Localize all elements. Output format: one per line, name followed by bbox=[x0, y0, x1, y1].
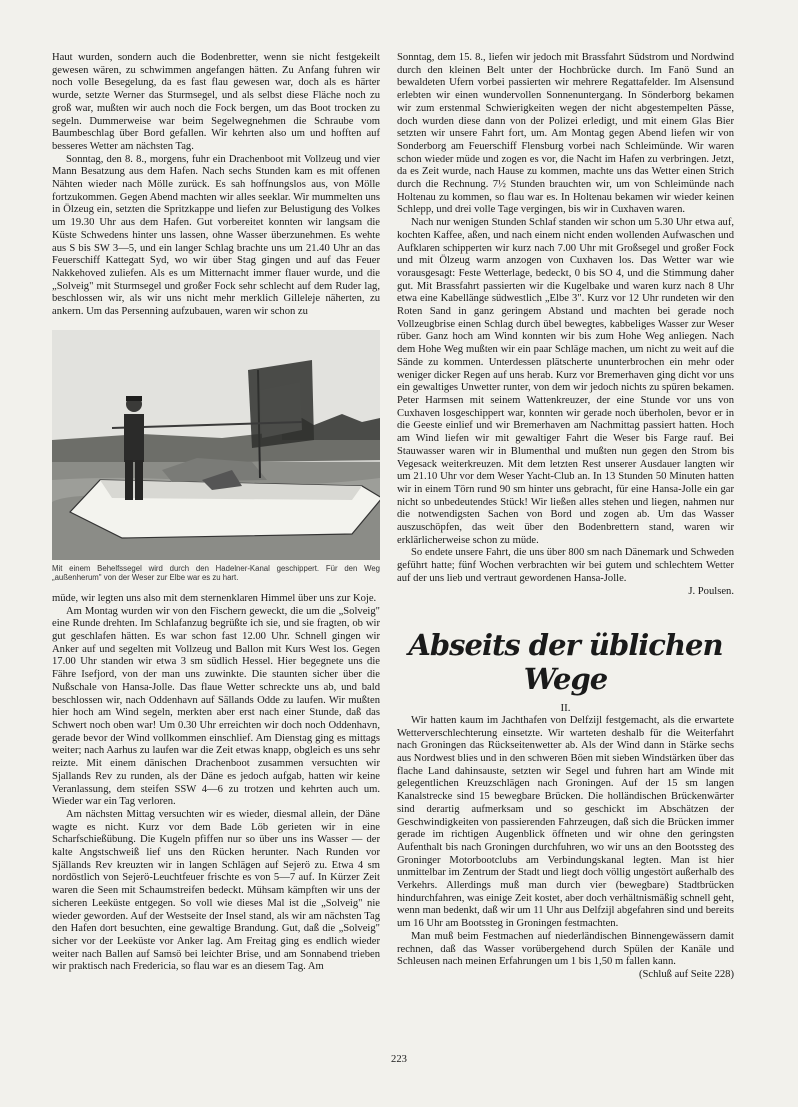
sailboat-photo bbox=[52, 330, 380, 560]
paragraph: Haut wurden, sondern auch die Bodenbretter, wenn sie nicht festgekeilt gewesen wären, zu schwimmen angefangen hätten. Zu Anfang fuhren wir noch volle Besegelung, da es fast flau gewesen war, doch als es härter wurde, setzte Werner das Sturmsegel, und als selbst diese Fläche noch zu groß war, mußten wir auch noch die Fock bergen, um das Boot trocken zu segeln. Dummerweise war beim Segelwegnehmen die Schraube vom Baumbeschlag über Bord gefallen. Wir kehrten also um und hofften auf besseres Wetter am nächsten Tag. bbox=[52, 52, 380, 152]
article-heading: Abseits der üblichen Wege bbox=[408, 628, 723, 697]
author-signature: J. Poulsen. bbox=[688, 585, 734, 597]
section-number: II. bbox=[560, 702, 571, 715]
paragraph: Sonntag, dem 15. 8., liefen wir jedoch mit Brassfahrt Südstrom und Nordwind durch den kleinen Belt unter der Hochbrücke durch. Im Fanö Sund an bewaldeten Ufern vorbei passierten wir mehrere Regattafelder. Im Alsensund erlebten wir einen wundervollen Sonnenuntergang. In Sönderborg bekamen wir zum erstenmal Schwierigkeiten wegen der nicht abgestempelten Pässe, doch wurden diese dann von der Polizei erledigt, und mit einem Glas Bier setzten wir unsere Fahrt fort, um. Am Montag gegen Abend liefen wir von Sonderborg am Feuerschiff Flensburg vorbei nach Schleimünde. Wir waren schon wieder müde und zogen es vor, die Nacht im Hafen zu verbringen. Jetzt, da es Zeit wurde, nach Hause zu kommen, machte uns das Wetter einen Strich durch die Rechnung. 7½ Stunden brauchten wir, um von Schleimünde nach Holtenau zu kommen, so flau war es. In Holtenau bekamen wir wieder keinen Schlepp, und drei volle Tage vergingen, bis wir in Cuxhaven waren. bbox=[397, 52, 734, 216]
paragraph: Wir hatten kaum im Jachthafen von Delfzijl festgemacht, als die erwartete Wetterverschlechterung einsetzte. Wir warteten deshalb für die Weiterfahrt nach Groningen das Rückseitenwetter ab. Als der Wind dann in Stärke sechs aus Nordwest blies und in den schweren Böen mit sieben Windstärken über das flache Land dahinsauste, setzten wir Segel und fuhren hart am Winde mit gelegentlichen Kreuzschlägen nach Groningen. Auf der 15 sm langen Kanalstrecke sind 15 bewegbare Brücken. Die holländischen Brückenwärter sind derartig aufmerksam und so geschickt im Abschätzen der Geschwindigkeiten von passierenden Fahrzeugen, daß sich die Brücken immer gerade im richtigen Augenblick öffneten und wir ohne den geringsten Aufenthalt bis nach Groningen durchfuhren, wo wir uns an den Bootssteg des Groninger Motorbootclubs am Verbindungskanal legten. Man ist hier unmittelbar im Zentrum der Stadt und liegt doch völlig ungestört außerhalb des Verkehrs. Allerdings muß man durch vier (bewegbare) Stadtbrücken hindurchfahren, was einige Zeit kostet, aber doch verhältnismäßig schnell geht, wenn man bedenkt, daß wir um 11 Uhr aus Delfzijl abgefahren sind und bereits um 16 Uhr am Bootssteg in Groningen festmachten. bbox=[397, 714, 734, 930]
paragraph: So endete unsere Fahrt, die uns über 800 sm nach Dänemark und Schweden geführt hatte; fünf Wochen verbrachten wir bei gutem und schlechtem Wetter auf der uns lieb und vertraut gewordenen Hansa-Jolle. bbox=[397, 547, 734, 584]
paragraph: Sonntag, den 8. 8., morgens, fuhr ein Drachenboot mit Vollzeug und vier Mann Besatzung aus dem Hafen. Nach sechs Stunden kam es mit offenen Nähten wieder nach Mölle zurück. Es sah hoffnungslos aus, von Mölle fortzukommen. Gegen Abend machten wir alles seeklar. Wir mummelten uns in Ölzeug ein, setzten die Spritzkappe und liefen zur Belustigung des Volkes um 19.30 Uhr aus dem Hafen. Gut vorbereitet konnten wir langsam die Küste Schwedens hinter uns lassen, ohne Wasser überzunehmen. Es wehte aus S bis SW 3—5, und ein langer Schlag brachte uns um 21.40 Uhr an das Feuerschiff Kattegatt Syd, wo wir über Stag gingen und auf das Feuer Nakkehoved zuliefen. Als es um Mitternacht immer flauer wurde, und die „Solveig" mit Sturmsegel und großer Fock sehr schlecht auf dem Ruder lag, beschlossen wir, als wir uns nicht mehr merklich Gilleleje näherten, zu ankern. Um das Persenning aufzubauen, waren wir schon zu bbox=[52, 153, 380, 318]
photo-caption: Mit einem Behelfssegel wird durch den Hadelner-Kanal geschippert. Für den Weg „außenherum" von der Weser zur Elbe war es zu hart. bbox=[52, 563, 380, 583]
sailboat-photo-drawing bbox=[52, 330, 380, 560]
paragraph: müde, wir legten uns also mit dem sternenklaren Himmel über uns zur Koje. bbox=[52, 592, 377, 604]
left-column bbox=[52, 52, 380, 974]
page-number: 223 bbox=[391, 1054, 407, 1065]
paragraph: Am nächsten Mittag versuchten wir es wieder, diesmal allein, der Däne wagte es nicht. Kurz vor dem Bade Löb gerieten wir in eine Scharfschießübung. Die Kugeln pfiffen nur so über uns ins Wasser — der kalte Angstschweiß lief uns den Rücken herunter. Nach Runden vor Själlands Rev kreuzten wir in langen Schlägen auf Sejerö zu. Etwa 4 sm nordöstlich von Sejerö-Leuchtfeuer frischte es von 5—7 auf. In Kürzer Zeit waren die Seen mit Schaumstreifen bedeckt. Mühsam kämpften wir uns der sicheren Leeküste entgegen. So voll wie dieses Mal ist die „Solveig" nie wieder geworden. Auf der Westseite der Insel stand, als wir am nächsten Tag den Hafen dort besuchten, eine gewaltige Brandung. Gut, daß die „Solveig" sicher vor der Leeküste vor Anker lag. Am Freitag ging es endlich wieder weiter nach Ballen auf Samsö bei leichter Brise, und am Sonnabend trieben wir praktisch nach Fredericia, so flau war es an diesem Tag. Am bbox=[52, 808, 380, 973]
signature-line bbox=[397, 586, 734, 599]
continued-note: (Schluß auf Seite 228) bbox=[638, 969, 734, 980]
paragraph: Am Montag wurden wir von den Fischern geweckt, die um die „Solveig" eine Runde drehten. Im Schlafanzug begrüßte ich sie, und sie fragten, ob wir gut geschlafen hätten. Es war schon fast 12.00 Uhr. Schnell gingen wir Anker auf und segelten mit Vollzeug und Ballon mit Kurs West los. Gegen 17.00 Uhr standen wir etwa 3 sm südlich Hessel. Hier begegnete uns die Fähre Isefjord, von der man uns zuwinkte. Die staunten sicher über die Nußschale von Hansa-Jolle. Das flaue Wetter schreckte uns ab, und bald beschlossen wir, nach Oddenhavn auf Sällands Odde zu laufen. Wir mußten hier hoch am Wind segeln, merkten aber erst nach einer Stunde, daß das Schwert noch oben war! Um 0.30 Uhr erreichten wir doch noch Oddenhavn, gerade bevor der Wind vollkommen einschlief. Am Dienstag ging es mittags weiter; nach Aarhus zu laufen war die Zeit etwas knapp, obgleich es uns sehr reizte. Mit einem dänischen Drachenboot zusammen versuchten wir Sjallands Rev zu runden, als der Däne es jedoch aufgab, hatten wir keine Veranlassung, dem steifen SSW 4—6 zu trotzen und kehrten auch um. Wieder war ein Tag verloren. bbox=[52, 605, 380, 808]
right-column bbox=[397, 52, 734, 982]
paragraph: Man muß beim Festmachen auf niederländischen Binnengewässern damit rechnen, daß das Wasser vorübergehend durch Spülen der Kanäle und Schleusen nach meinen Erfahrungen um 1 bis 1,50 m fallen kann. bbox=[397, 930, 734, 968]
paragraph: Nach nur wenigen Stunden Schlaf standen wir schon um 5.30 Uhr etwa auf, kochten Kaffee, aßen, und nach einem nicht enden wollenden Aufwaschen und Aufklaren schipperten wir kurz nach 7.00 Uhr mit Großsegel und großer Fock und mit Ölzeug warm anzogen von Cuxhaven los. Das Wetter war wie vorausgesagt: Feste Wetterlage, bedeckt, 0 bis SO 4, und die Stimmung daher gut. Mit Brassfahrt passierten wir die Kugelbake und waren kurz nach 8 Uhr etwa eine Kabellänge südwestlich „Elbe 3". Kurz vor 12 Uhr rundeten wir den Roten Sand in ganz geringem Abstand und machten bei gerade noch Vollzeugbrise einen Schlag durch übel bewegtes, kabbeliges Wasser zur Weser rüber. Ganz hoch am Wind konnten wir bis zum Hohe Weg anliegen. Nach dem Hohe Weg mußten wir ein paar Schläge machen, um nicht zu weit auf die Sände zu kommen. Unterdessen plätscherte ununterbrochen ein mehr oder weniger dicker Regen auf uns herab. Kurz vor Bremerhaven ging dicht vor uns ein gewaltiges Unwetter runter, von dem wir jedoch nichts zu spüren bekamen. Peter Harmsen mit seinem Wattenkreuzer, der eine Stunde vor uns von Cuxhaven losgeschippert war, konnten wir gerade noch überholen, bevor er in die Geeste einlief und wir Bremerhaven am Nachmittag passiert hatten. Hoch am Wind liefen wir mit gewaltiger Fahrt die Weser bis Farge rauf. Bei Stauwasser waren wir in Blumenthal und mußten nun gegen den Strom bis Vegesack weiterkreuzen. Mit dem letzten Rest unserer Ausdauer langten wir um 21.10 Uhr vor dem Weser Yacht-Club an. In 13 Stunden 50 Minuten hatten wir in einem Törn rund 90 sm hinter uns gebracht, für eine Hansa-Jolle ein gar nicht so unbedeutendes Stück! Wir ließen alles stehen und liegen, nahmen nur die notwendigsten Sachen von Bord und zogen ab. Um das Wasser auszuschöpfen, das weit über den Bodenbrettern stand, waren wir erklärlicherweise schon zu müde. bbox=[397, 217, 734, 546]
